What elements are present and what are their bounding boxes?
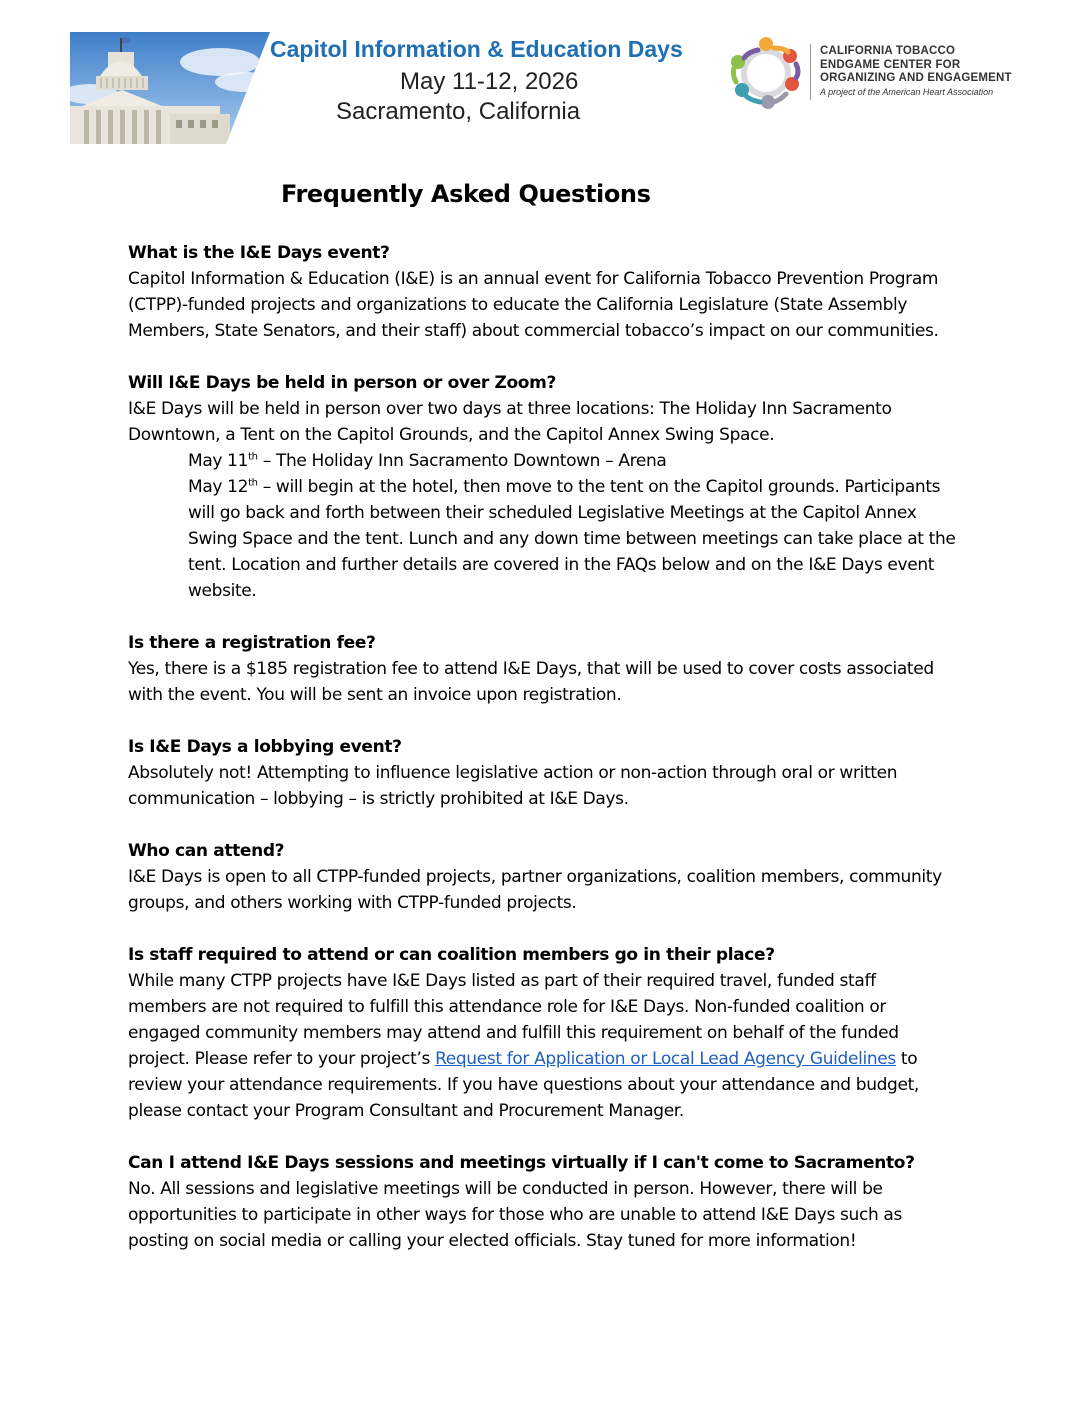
day-1-details: – The Holiday Inn Sacramento Downtown – Arena [257,451,667,471]
rfa-guidelines-link[interactable]: Request for Application or Local Lead Agency Guidelines [435,1049,896,1069]
faq-item [128,734,958,812]
answer-text-before-link: While many CTPP projects have I&E Days listed as part of their required travel, funded staff members are not required to fulfill this attendance role for I&E Days. Non-funded coalition or engaged community members may attend and fulfill this requirement on behalf of the funded project. Please refer to your project’s [128,971,899,1069]
day-2-ordinal: th [248,477,258,489]
faq-question: Is there a registration fee? [128,633,376,653]
logo-line-2: ENDGAME CENTER FOR [820,58,961,71]
logo-divider [810,44,811,100]
faq-list [128,240,958,1280]
endgame-center-logo-icon [728,36,804,110]
day-1-date: May 11 [188,451,249,471]
day-2-date: May 12 [188,477,249,497]
logo-subtitle: A project of the American Heart Association [820,86,994,97]
event-location: Sacramento, California [336,98,581,125]
faq-item [128,942,958,1124]
endgame-center-logo-text [820,45,1012,99]
schedule-day-2 [128,474,958,604]
faq-question: Is I&E Days a lobbying event? [128,737,402,757]
faq-item [128,370,958,604]
logo-line-3: ORGANIZING AND ENGAGEMENT [820,72,1012,84]
faq-question: What is the I&E Days event? [128,243,390,263]
faq-answer: I&E Days will be held in person over two days at three locations: The Holiday Inn Sacramento Downtown, a Tent on the Capitol Grounds, and the Capitol Annex Swing Space. [128,399,892,445]
faq-question: Will I&E Days be held in person or over Zoom? [128,373,557,393]
answer-text-after-link: to review your attendance requirements. If you have questions about your attendance and budget, please contact your Program Consultant and Procurement Manager. [128,1049,919,1121]
page-title: Frequently Asked Questions [281,180,651,208]
faq-item [128,838,958,916]
faq-item [128,1150,958,1254]
day-2-details: – will begin at the hotel, then move to the tent on the Capitol grounds. Participants will go back and forth between their scheduled Legislative Meetings at the Capitol Annex Swing Space and the tent. Lunch and any down time between meetings can take place at the tent. Location and further details are covered in the FAQs below and on the I&E Days event website. [188,477,956,601]
faq-question: Is staff required to attend or can coalition members go in their place? [128,945,775,965]
day-1-ordinal: th [248,451,258,463]
faq-answer: Capitol Information & Education (I&E) is an annual event for California Tobacco Prevention Program (CTPP)-funded projects and organizations to educate the California Legislature (State Assembly Members, State Senators, and their staff) about commercial tobacco’s impact on our communities. [128,269,939,341]
faq-question: Can I attend I&E Days sessions and meetings virtually if I can't come to Sacramento? [128,1153,915,1173]
page-header [0,0,1088,160]
event-title: Capitol Information & Education Days [270,36,683,62]
faq-answer: Yes, there is a $185 registration fee to attend I&E Days, that will be used to cover costs associated with the event. You will be sent an invoice upon registration. [128,659,934,705]
event-date: May 11-12, 2026 [400,68,579,95]
faq-answer: I&E Days is open to all CTPP-funded projects, partner organizations, coalition members, community groups, and others working with CTPP-funded projects. [128,867,942,913]
capitol-building-image [70,32,270,144]
schedule-day-1 [128,448,958,474]
faq-answer [128,968,958,1124]
faq-question: Who can attend? [128,841,285,861]
faq-item [128,240,958,344]
logo-line-1: CALIFORNIA TOBACCO [820,45,956,57]
faq-answer: No. All sessions and legislative meetings will be conducted in person. However, there will be opportunities to participate in other ways for those who are unable to attend I&E Days such as posting on social media or calling your elected officials. Stay tuned for more information! [128,1179,903,1251]
faq-answer: Absolutely not! Attempting to influence legislative action or non-action through oral or written communication – lobbying – is strictly prohibited at I&E Days. [128,763,898,809]
faq-item [128,630,958,708]
